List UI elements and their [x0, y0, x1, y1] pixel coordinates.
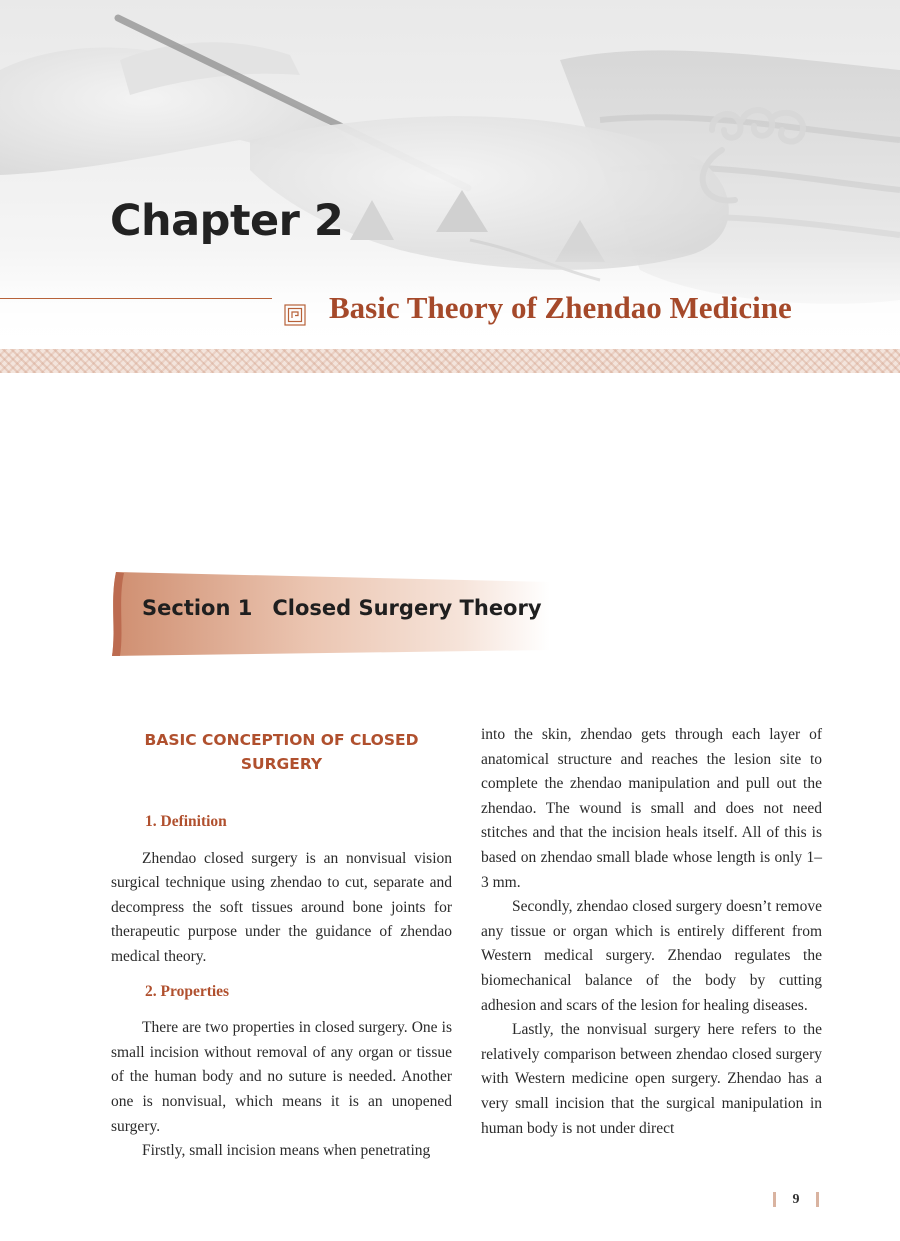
chapter-title: Chapter 2	[110, 196, 344, 246]
decorative-band	[0, 349, 900, 373]
concept-heading	[111, 723, 452, 776]
page-number-right-bar	[816, 1192, 819, 1207]
concept-heading-line1: BASIC CONCEPTION OF CLOSED	[144, 731, 419, 749]
firstly-paragraph: Firstly, small incision means when penetrating	[142, 1142, 431, 1160]
section-number: Section 1	[142, 596, 253, 620]
secondly-paragraph: Secondly, zhendao closed surgery doesn’t remove any tissue or organ which is entirely different from Western medical surgery. Zhendao regulates the biomechanical balance of the body by cutting adhesion and scars of the lesion for healing diseases.	[481, 898, 822, 1014]
title-rule	[0, 298, 272, 299]
fret-square-icon	[284, 304, 306, 326]
page-number-value: 9	[792, 1192, 800, 1207]
right-column	[481, 723, 822, 1141]
chapter-subtitle: Basic Theory of Zhendao Medicine	[329, 290, 792, 325]
section-name: Closed Surgery Theory	[272, 596, 542, 620]
page-number	[771, 1189, 821, 1211]
continued-paragraph: into the skin, zhendao gets through each layer of anatomical structure and reaches the lesion site to complete the zhendao manipulation and pull out the zhendao. The wound is small and does not need stitches and that the incision heals itself. All of this is based on zhendao small blade whose length is only 1–3 mm.	[481, 726, 822, 891]
properties-paragraph: There are two properties in closed surgery. One is small incision without removal of any organ or tissue of the human body and no suture is needed. Another one is nonvisual, which means it is an unopened surgery.	[111, 1019, 452, 1135]
lastly-paragraph: Lastly, the nonvisual surgery here refers to the relatively comparison between zhendao closed surgery with Western medicine open surgery. Zhendao has a very small incision that the surgical manipulation in human body is not under direct	[481, 1021, 822, 1137]
concept-heading-line2: SURGERY	[240, 755, 323, 773]
left-column	[111, 723, 452, 1164]
section-title	[142, 596, 542, 620]
definition-paragraph: Zhendao closed surgery is an nonvisual vision surgical technique using zhendao to cut, separate and decompress the soft tissues around bone joints for therapeutic purpose under the guidance of zhendao medical theory.	[111, 849, 452, 965]
definition-heading: 1. Definition	[145, 813, 227, 830]
properties-heading: 2. Properties	[145, 982, 230, 1000]
